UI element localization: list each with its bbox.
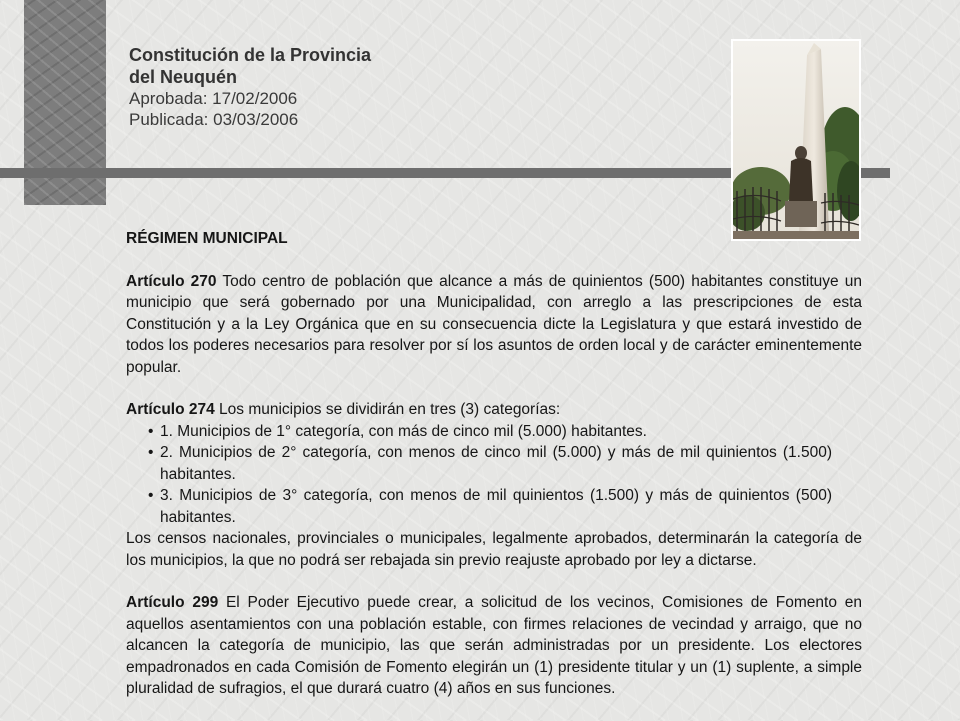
article-299-text: El Poder Ejecutivo puede crear, a solicitud de los vecinos, Comisiones de Fomento en aquellos asentamientos con una población estable, con firmes relaciones de vecindad y arraigo, que no alcancen la categoría de municipio, las que serán administradas por un presidente. Los electores empadronados en cada Comisión de Fomento elegirán un (1) presidente titular y un (1) suplente, a simple pluralidad de sufragios, el que durará cuatro (4) años en sus funciones.	[126, 594, 862, 697]
monument-photo	[731, 39, 861, 241]
article-274-label: Artículo 274	[126, 401, 215, 418]
article-270-paragraph	[126, 271, 862, 379]
section-heading: RÉGIMEN MUNICIPAL	[126, 230, 288, 247]
document-body	[126, 228, 862, 721]
article-270-label: Artículo 270	[126, 272, 217, 290]
document-header	[129, 44, 689, 130]
article-274-text: Los municipios se dividirán en tres (3) categorías:	[214, 401, 561, 418]
article-299	[126, 592, 862, 700]
publication-date: Publicada: 03/03/2006	[129, 110, 299, 129]
category-item: • 2. Municipios de 2° categoría, con menos de cinco mil (5.000) y más de mil quinientos (1.500) habitantes.	[148, 442, 862, 485]
article-270	[126, 271, 862, 379]
article-299-paragraph	[126, 592, 862, 700]
category-item: • 3. Municipios de 3° categoría, con menos de mil quinientos (1.500) y más de quinientos (500) habitantes.	[148, 485, 862, 528]
article-299-label: Artículo 299	[126, 594, 219, 611]
document-title-line-1: Constitución de la Provincia	[129, 45, 372, 65]
article-274-closing: Los censos nacionales, provinciales o municipales, legalmente aprobados, determinarán la categoría de los municipios, la que no podrá ser rebajada sin previo reajuste aprobado por ley a dictarse.	[126, 530, 862, 569]
category-list	[126, 421, 862, 529]
article-270-text: Todo centro de población que alcance a más de quinientos (500) habitantes constituye un municipio que será gobernado por una Municipalidad, con arreglo a las prescripciones de esta Constitución y a la Ley Orgánica que en su consecuencia dicte la Legislatura y que estará investido de todos los poderes necesarios para resolver por sí los asuntos de orden local y de carácter eminentemente popular.	[126, 272, 862, 376]
article-274	[126, 399, 862, 571]
category-item: • 1. Municipios de 1° categoría, con más de cinco mil (5.000) habitantes.	[148, 421, 862, 443]
approval-date: Aprobada: 17/02/2006	[129, 89, 298, 108]
article-274-intro	[126, 399, 862, 421]
document-title-line-2: del Neuquén	[129, 67, 238, 87]
